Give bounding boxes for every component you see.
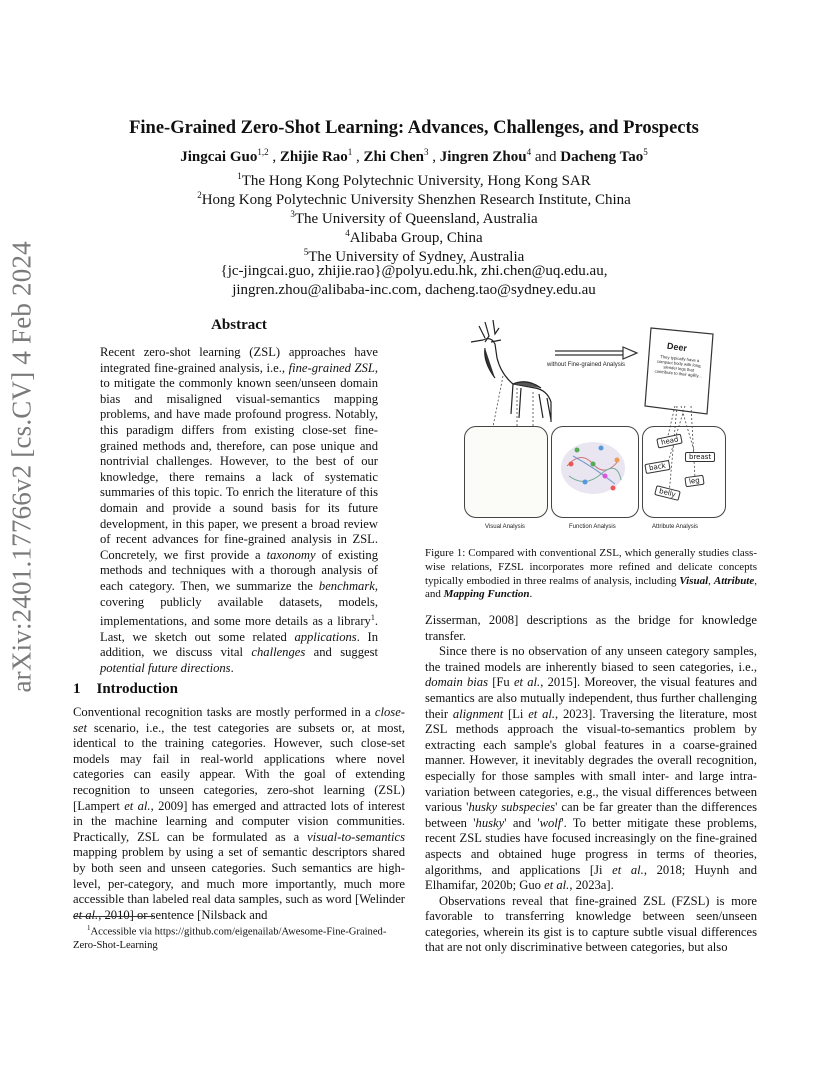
affiliation: $^3$The University of Queensland, Australia <box>290 209 538 227</box>
visual-analysis-panel <box>464 426 548 518</box>
footnote-rule <box>73 916 153 917</box>
author-affiliation-mark: 5 <box>643 147 648 157</box>
affiliation: $^1$The Hong Kong Polytechnic University, Hong Kong SAR <box>237 171 591 189</box>
figure-1 <box>455 318 727 536</box>
author-name: Zhi Chen <box>363 149 424 165</box>
email-line: {jc-jingcai.guo, zhijie.rao}@polyu.edu.hk, zhi.chen@uq.edu.au, <box>220 263 608 279</box>
function-analysis-panel <box>551 426 639 518</box>
author-name: Zhijie Rao <box>279 149 348 165</box>
author-affiliation-mark: 4 <box>526 147 532 157</box>
author-list: Jingcai Guo$^{1,2}$ , Zhijie Rao$^1$ , Zhi Chen$^3$ , Jingren Zhou$^4$ and Dacheng Tao$^5$ <box>180 147 648 165</box>
body-paragraph: Since there is no observation of any unseen category samples, the trained models are inherently biased to seen categories, i.e., domain bias [Fu et al., 2015]. Moreover, the visual features and semantics are also mutually independent, thus further challenging their alignment [Li et al., 2023]. Traversing the literature, most ZSL methods approach the visual-to-semantics problem by extracting each sample's global features in a coarse-grained manner. However, it inevitably degrades the overall recognition, especially for those samples with small inter- and large intra-variation between categories, e.g., the visual differences between various 'husky subspecies' can be far greater than the differences between 'husky' and 'wolf'. To better mitigate these problems, recent ZSL studies have focused increasingly on the fine-grained aspects and obtained huge progress in terms of theories, algorithms, and applications [Ji et al., 2018; Huynh and Elhamifar, 2020b; Guo et al., 2023a]. <box>425 644 758 893</box>
card-text: They typically have a compact body with long, slender legs that contribute to their agility... <box>654 354 703 379</box>
footnote: $^1$Accessible via https://github.com/eigenailab/Awesome-Fine-Grained-Zero-Shot-Learning <box>73 924 387 951</box>
author-affiliation-mark: 1 <box>347 147 353 157</box>
figure-caption: Figure 1: Compared with conventional ZSL, which generally studies class-wise relations, FZSL incorporates more refined and delicate concepts typically embodied in three realms of analysis, including Visual, Attribute, and Mapping Function. <box>425 547 757 601</box>
affiliation: $^2$Hong Kong Polytechnic University Shenzhen Research Institute, China <box>197 190 631 208</box>
arrow-icon <box>555 347 637 359</box>
attribute-tag: head <box>656 433 683 448</box>
author-name: Dacheng Tao <box>560 149 644 165</box>
paper-title: Fine-Grained Zero-Shot Learning: Advances, Challenges, and Prospects <box>129 118 699 138</box>
panel-label: Visual Analysis <box>485 524 525 530</box>
footnote-mark: 1 <box>370 613 375 623</box>
abstract-heading: Abstract <box>211 317 267 333</box>
arxiv-identifier: arXiv:2401.17766v2 [cs.CV] 4 Feb 2024 <box>6 241 37 693</box>
panel-label: Attribute Analysis <box>652 524 699 530</box>
attribute-tag: back <box>644 460 670 474</box>
abstract-body: Recent zero-shot learning (ZSL) approaches have integrated fine-grained analysis, i.e., fine-grained ZSL, to mitigate the commonly known seen/unseen domain bias and misaligned visual-semantics mapping problems, and have made profound progress. Notably, this paradigm differs from existing close-set fine-grained methods and, therefore, can pose unique and nontrivial challenges. However, to the best of our knowledge, there remains a lack of systematic summaries of this topic. To enrich the literature of this domain and provide a sound basis for its future development, in this paper, we present a broad review of recent advances for fine-grained analysis in ZSL. Concretely, we first provide a taxonomy of existing methods and techniques with a thorough analysis of each category. Then, we summarize the benchmark, covering publicly available datasets, models, implementations, and some more details as a library$^1$. Last, we sketch out some related applications. In addition, we discuss vital challenges and suggest potential future directions. <box>100 345 378 676</box>
affiliation: $^5$The University of Sydney, Australia <box>303 247 525 265</box>
deer-sketch <box>471 320 551 422</box>
author-name: Jingren Zhou <box>439 149 527 165</box>
intro-paragraph: Conventional recognition tasks are mostly performed in a close-set scenario, i.e., the test categories are subsets or, at most, identical to the training categories. However, such close-set models may fail in real-world applications where novel categories can easily appear. With the goal of extending recognition to unseen categories, zero-shot learning (ZSL) [Lampert et al., 2009] has emerged and attracted lots of interest in the machine learning and computer vision communities. Practically, ZSL can be formulated as a visual-to-semantics mapping problem by using a set of semantic descriptors shared by both seen and unseen categories. Such semantics are high-level, per-category, and much more importantly, much more accessible than labeled real data samples, such as word [Welinder et al., 2010] or sentence [Nilsback and <box>73 705 406 922</box>
author-affiliation-mark: 3 <box>424 147 429 157</box>
card-title: Deer <box>666 340 688 354</box>
author-affiliation-mark: 1,2 <box>257 147 269 157</box>
body-paragraph: Zisserman, 2008] descriptions as the bridge for knowledge transfer. Since there is no observation of any unseen category samples, the trained models are inherently biased to seen categories, i.e., domain bias [Fu et al., 2015]. Moreover, the visual features and semantics are also mutually independent, thus further challenging their alignment [Li et al., 2023]. Traversing the literature, most ZSL methods approach the visual-to-semantics problem by extracting each sample's global features in a coarse-grained manner. However, it inevitably degrades the overall recognition, especially for those samples with small inter- and large intra-variation between categories, e.g., the visual differences between various 'husky subspecies' can be far greater than the differences between 'husky' and 'wolf'. To better mitigate these problems, recent ZSL studies have focused increasingly on the fine-grained aspects and obtained huge progress in terms of theories, algorithms, and applications [Ji et al., 2018; Huynh and Elhamifar, 2020b; Guo et al., 2023a]. Observations reveal that fine-grained ZSL (FZSL) is more favorable to transferring knowledge between seen/unseen categories, wherein its gist is to capture subtle visual differences that are not only discriminative between categories, but also <box>425 613 758 955</box>
attribute-tag: belly <box>654 485 680 501</box>
body-paragraph: Observations reveal that fine-grained ZSL (FZSL) is more favorable to transferring knowledge between seen/unseen categories, wherein its gist is to capture subtle visual differences that are not only discriminative between categories, but also <box>425 893 757 955</box>
attribute-tag: leg <box>684 475 704 488</box>
affiliation: $^4$Alibaba Group, China <box>345 228 483 246</box>
author-name: Jingcai Guo <box>180 149 258 165</box>
section-heading: 1 Introduction <box>73 681 178 697</box>
author-conjunction: and <box>534 149 557 165</box>
attribute-tag: breast <box>685 452 715 462</box>
panel-label: Function Analysis <box>569 524 616 530</box>
email-line: jingren.zhou@alibaba-inc.com, dacheng.tao@sydney.edu.au <box>232 282 596 298</box>
arrow-label: without Fine-grained Analysis <box>547 362 626 368</box>
